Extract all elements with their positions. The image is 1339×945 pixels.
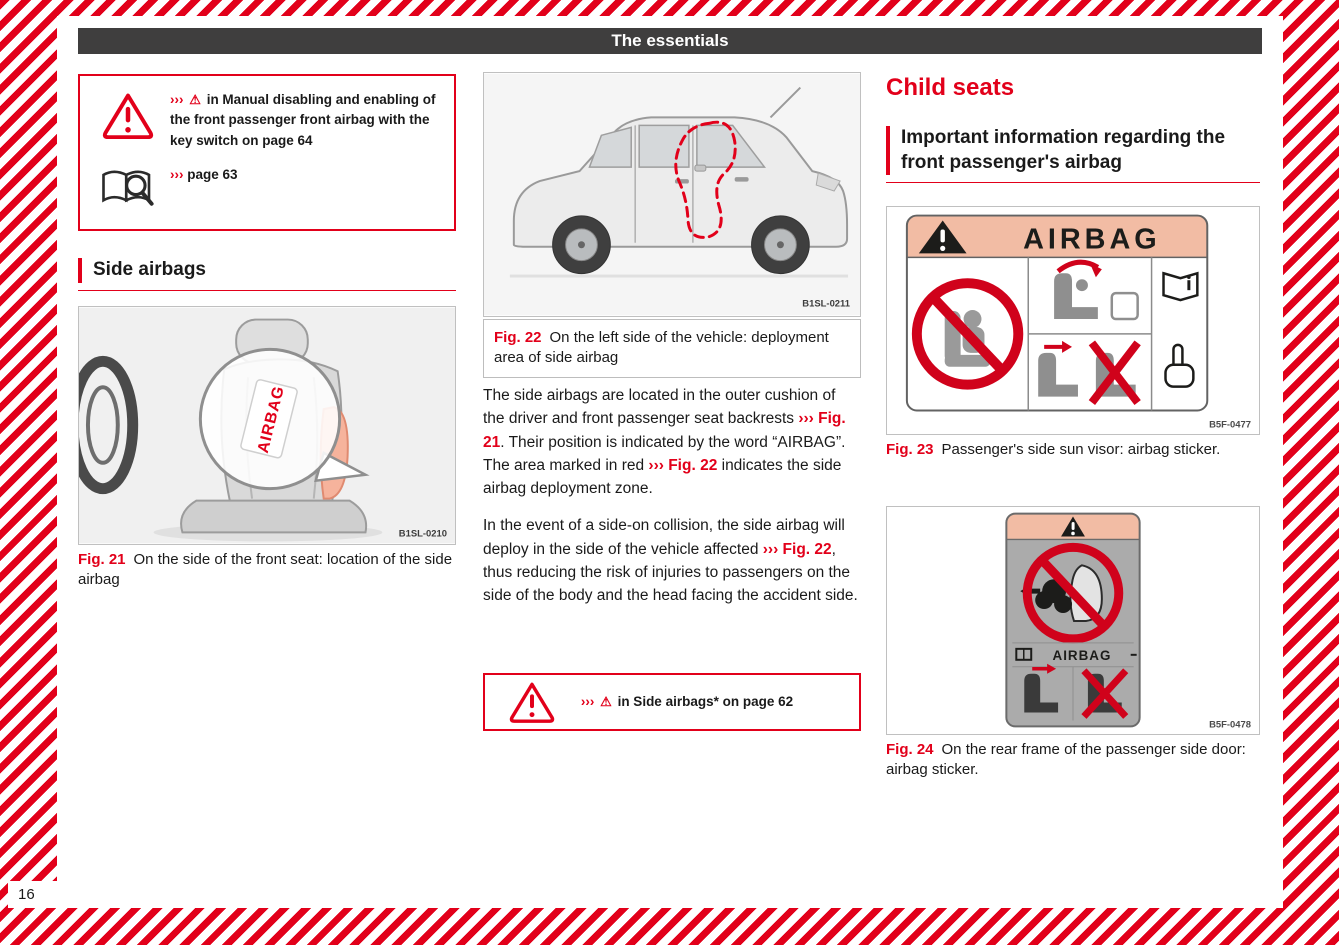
page-content bbox=[57, 16, 1283, 908]
chapter-heading: Child seats bbox=[886, 74, 1015, 101]
page-number bbox=[8, 881, 57, 908]
warning-box-top bbox=[78, 74, 456, 231]
seat-illustration bbox=[79, 307, 455, 544]
figure-21-caption bbox=[78, 550, 456, 591]
page-title: The essentials bbox=[611, 31, 729, 50]
figure-label: Fig. 23 bbox=[886, 441, 934, 458]
warning-text bbox=[170, 165, 442, 185]
front-wheel bbox=[752, 216, 810, 274]
rear-wheel bbox=[553, 216, 611, 274]
right-column bbox=[886, 74, 1260, 884]
airbag-label-text: AIRBAG bbox=[254, 383, 288, 455]
figure-label: Fig. 22 bbox=[494, 329, 542, 346]
figure-label: Fig. 21 bbox=[78, 551, 126, 568]
figure-reference: ››› Fig. 22 bbox=[762, 540, 832, 558]
page-number-text: 16 bbox=[18, 886, 35, 903]
book-search-icon bbox=[86, 165, 170, 209]
figure-24-image bbox=[886, 506, 1260, 735]
car-side-illustration bbox=[484, 73, 860, 316]
warning-row bbox=[86, 90, 442, 151]
figure-22-caption bbox=[483, 319, 861, 378]
text-segment: The side airbags are located in the outer cushion of the driver and front passenger seat backrests bbox=[483, 387, 836, 428]
figure-22-image bbox=[483, 72, 861, 317]
warning-box-side-airbags bbox=[483, 673, 861, 731]
text-segment: In the event of a side-on collision, the side airbag will deploy in the side of the vehicle affected bbox=[483, 517, 845, 558]
figure-21-image bbox=[78, 306, 456, 545]
text-segment: indicates the side airbag deployment zone. bbox=[483, 456, 842, 497]
reference-arrows: ››› bbox=[580, 693, 595, 709]
caption-text: On the rear frame of the passenger side door: airbag sticker. bbox=[886, 741, 1246, 779]
warning-text bbox=[170, 90, 442, 151]
paragraph-1 bbox=[483, 384, 861, 500]
sticker-title-text: AIRBAG bbox=[1023, 223, 1161, 256]
warning-triangle-icon bbox=[509, 681, 555, 723]
figure-reference: ››› Fig. 22 bbox=[648, 456, 718, 474]
section-heading-wrap bbox=[78, 258, 456, 291]
warning-triangle-icon bbox=[497, 681, 567, 723]
figure-23-caption bbox=[886, 440, 1260, 460]
figure-label: Fig. 24 bbox=[886, 741, 934, 758]
body-copy bbox=[483, 384, 861, 621]
reference-arrows: ››› bbox=[170, 166, 184, 182]
figure-24 bbox=[886, 506, 1260, 781]
figure-22 bbox=[483, 72, 861, 378]
left-column bbox=[78, 74, 456, 874]
warning-triangle-icon bbox=[102, 92, 154, 139]
middle-column bbox=[483, 72, 861, 882]
airbag-sticker-visor bbox=[887, 207, 1259, 434]
text-segment: in Manual disabling and enabling of the front passenger front airbag with the key switch on page 64 bbox=[170, 92, 436, 148]
caption-text: On the left side of the vehicle: deployment area of side airbag bbox=[494, 329, 829, 367]
warning-triangle-inline-icon: ⚠ bbox=[189, 92, 201, 107]
image-code: B5F-0478 bbox=[1209, 719, 1252, 731]
caption-text: On the side of the front seat: location of the side airbag bbox=[78, 551, 453, 589]
text-segment: in Side airbags* on page 62 bbox=[617, 693, 794, 709]
sticker-title-text: AIRBAG bbox=[1052, 647, 1112, 663]
section-heading: Side airbags bbox=[78, 258, 456, 283]
figure-24-caption bbox=[886, 740, 1260, 781]
figure-21 bbox=[78, 306, 456, 591]
reference-arrows: ››› bbox=[170, 92, 184, 107]
subsection-heading-wrap bbox=[886, 126, 1260, 183]
image-code: B1SL-0210 bbox=[398, 528, 448, 540]
figure-23 bbox=[886, 206, 1260, 460]
warning-row bbox=[86, 165, 442, 209]
image-code: B5F-0477 bbox=[1209, 419, 1252, 431]
book-info-icon bbox=[1164, 273, 1198, 300]
figure-reference: ››› Fig. 21 bbox=[483, 410, 846, 451]
airbag-sticker-door bbox=[887, 507, 1259, 734]
warning-triangle-inline-icon: ⚠ bbox=[600, 693, 612, 709]
text-segment: page 63 bbox=[187, 166, 238, 182]
text-segment: . Their position is indicated by the word “AIRBAG”. The area marked in red bbox=[483, 433, 846, 474]
warning-text bbox=[567, 692, 847, 712]
paragraph-2 bbox=[483, 514, 861, 607]
subsection-heading: Important information regarding the front passenger's airbag bbox=[886, 126, 1260, 175]
caption-text: Passenger's side sun visor: airbag sticker. bbox=[941, 441, 1221, 458]
image-code: B1SL-0211 bbox=[802, 298, 851, 310]
warning-triangle-icon bbox=[86, 90, 170, 139]
figure-23-image bbox=[886, 206, 1260, 435]
book-search-icon bbox=[100, 167, 156, 209]
text-segment: , thus reducing the risk of injuries to passengers on the side of the body and the head facing the accident side. bbox=[483, 540, 858, 604]
page-header bbox=[78, 28, 1262, 54]
